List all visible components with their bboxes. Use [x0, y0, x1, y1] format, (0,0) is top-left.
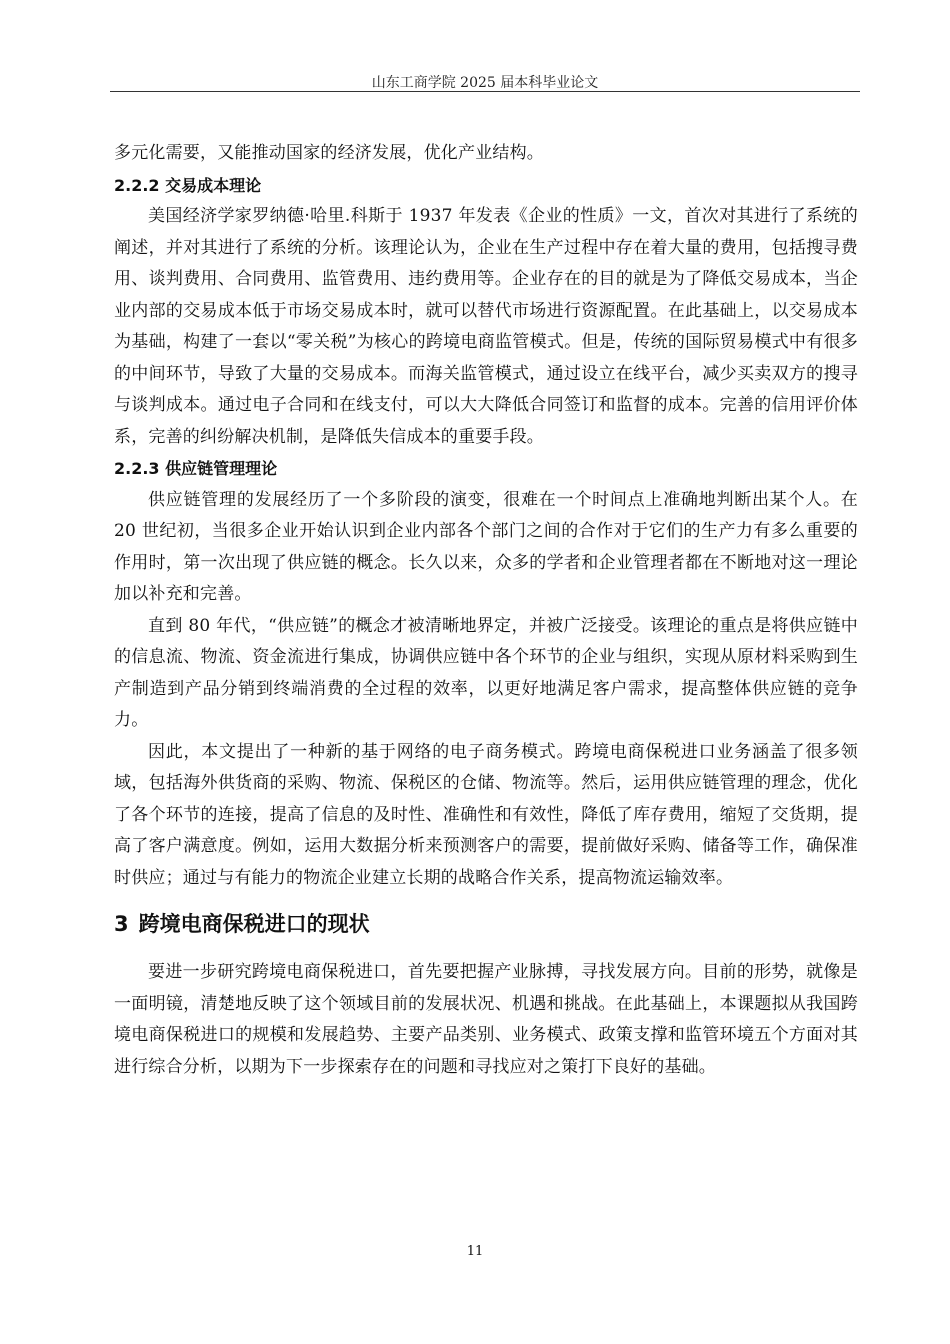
section-heading-2-2-2: [114, 170, 858, 202]
chapter-title: 跨境电商保税进口的现状: [138, 912, 370, 936]
paragraph-supply-chain-history: 供应链管理的发展经历了一个多阶段的演变，很难在一个时间点上准确地判断出某个人。在 20 世纪初，当很多企业开始认识到企业内部各个部门之间的合作对于它们的生产力有多么重要的作用时，第一次出现了供应链的概念。长久以来，众多的学者和企业管理者都在不断地对这一理论加以补充和完善。: [114, 489, 858, 604]
section-title: 交易成本理论: [165, 175, 262, 195]
section-number: 2.2.3: [114, 459, 160, 478]
paragraph-supply-chain-application: 因此，本文提出了一种新的基于网络的电子商务模式。跨境电商保税进口业务涵盖了很多领域，包括海外供货商的采购、物流、保税区的仓储、物流等。然后，运用供应链管理的理念，优化了各个环节的连接，提高了信息的及时性、准确性和有效性，降低了库存费用，缩短了交货期，提高了客户满意度。例如，运用大数据分析来预测客户的需要，提前做好采购、储备等工作，确保准时供应；通过与有能力的物流企业建立长期的战略合作关系，提高物流运输效率。: [114, 741, 858, 888]
page-header: 山东工商学院 2025 届本科毕业论文: [371, 75, 599, 91]
chapter-number: 3: [114, 912, 129, 936]
paragraph-continuation: 多元化需要，又能推动国家的经济发展，优化产业结构。: [114, 143, 544, 163]
page-number: 11: [466, 1244, 484, 1259]
paragraph-supply-chain-definition: 直到 80 年代，“供应链”的概念才被清晰地界定，并被广泛接受。该理论的重点是将供应链中的信息流、物流、资金流进行集成，协调供应链中各个环节的企业与组织，实现从原材料采购到生产制造到产品分销到终端消费的全过程的效率，以更好地满足客户需求，提高整体供应链的竞争力。: [114, 615, 858, 730]
paragraph-transaction-cost: 美国经济学家罗纳德·哈里.科斯于 1937 年发表《企业的性质》一文，首次对其进行了系统的阐述，并对其进行了系统的分析。该理论认为，企业在生产过程中存在着大量的费用，包括搜寻费用、谈判费用、合同费用、监管费用、违约费用等。企业存在的目的就是为了降低交易成本，当企业内部的交易成本低于市场交易成本时，就可以替代市场进行资源配置。在此基础上，以交易成本为基础，构建了一套以“零关税”为核心的跨境电商监管模式。但是，传统的国际贸易模式中有很多的中间环节，导致了大量的交易成本。而海关监管模式，通过设立在线平台，减少买卖双方的搜寻与谈判成本。通过电子合同和在线支付，可以大大降低合同签订和监督的成本。完善的信用评价体系，完善的纠纷解决机制，是降低失信成本的重要手段。: [114, 206, 858, 447]
paragraph-chapter-intro: 要进一步研究跨境电商保税进口，首先要把握产业脉搏，寻找发展方向。目前的形势，就像是一面明镜，清楚地反映了这个领域目前的发展状况、机遇和挑战。在此基础上，本课题拟从我国跨境电商保税进口的规模和发展趋势、主要产品类别、业务模式、政策支撑和监管环境五个方面对其进行综合分析，以期为下一步探索存在的问题和寻找应对之策打下良好的基础。: [114, 962, 858, 1077]
chapter-heading-3: [114, 908, 858, 940]
page-body: [114, 138, 858, 1083]
section-heading-2-2-3: [114, 453, 858, 485]
section-number: 2.2.2: [114, 175, 160, 195]
header-divider: [110, 91, 860, 92]
section-title: 供应链管理理论: [165, 459, 278, 478]
